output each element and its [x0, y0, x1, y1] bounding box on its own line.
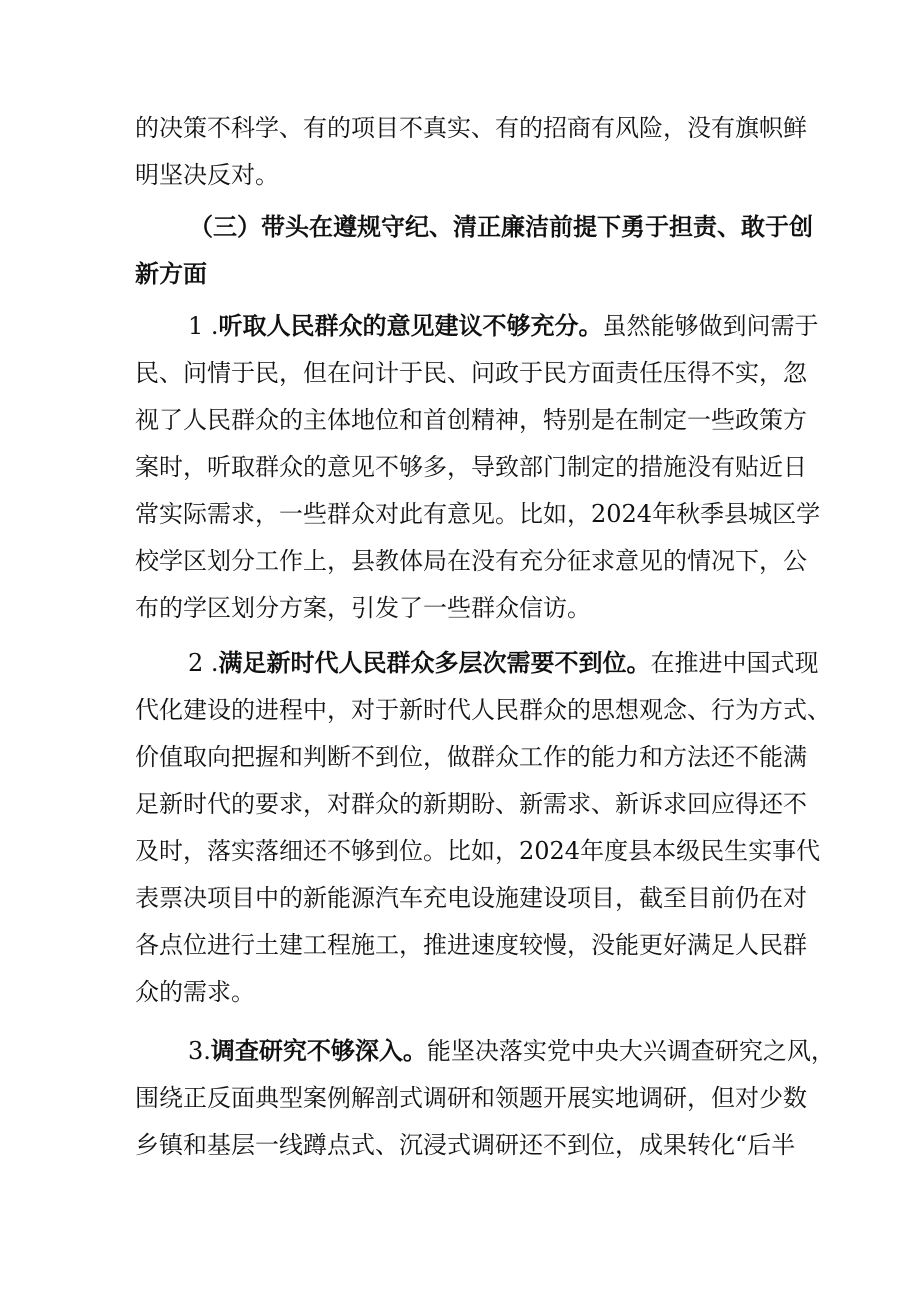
- item-number: 2 .: [188, 649, 219, 677]
- section-heading: （三）带头在遵规守纪、清正廉洁前提下勇于担责、敢于创: [189, 213, 813, 241]
- item-text: 在推进中国式现: [650, 649, 819, 677]
- item-title: 调查研究不够深入。: [210, 1037, 427, 1065]
- paragraph-line: 案时，听取群众的意见不够多，导致部门制定的措施没有贴近日: [135, 453, 807, 481]
- item-number: 1 .: [188, 312, 219, 340]
- paragraph-line: 围绕正反面典型案例解剖式调研和领题开展实地调研，但对少数: [135, 1084, 807, 1112]
- paragraph-line: 表票决项目中的新能源汽车充电设施建设项目，截至目前仍在对: [135, 884, 807, 912]
- paragraph-line: 及时，落实落细还不够到位。比如，2024年度县本级民生实事代: [135, 837, 821, 865]
- section-heading: 新方面: [135, 260, 207, 288]
- paragraph-line: 足新时代的要求，对群众的新期盼、新需求、新诉求回应得还不: [135, 790, 807, 818]
- paragraph-line: 民、问情于民，但在问计于民、问政于民方面责任压得不实，忽: [135, 359, 807, 387]
- item-number: 3.: [188, 1037, 211, 1065]
- paragraph-line: 常实际需求，一些群众对此有意见。比如，2024年秋季县城区学: [135, 500, 821, 528]
- item-first-line: [188, 651, 819, 675]
- paragraph-line: 校学区划分工作上，县教体局在没有充分征求意见的情况下，公: [135, 547, 807, 575]
- paragraph-line: 布的学区划分方案，引发了一些群众信访。: [135, 594, 591, 622]
- item-first-line: [188, 1039, 835, 1063]
- item-text: 能坚决落实党中央大兴调查研究之风，: [426, 1037, 835, 1065]
- paragraph-line: 代化建设的进程中，对于新时代人民群众的思想观念、行为方式、: [135, 696, 831, 724]
- item-text: 虽然能够做到问需于: [602, 312, 819, 340]
- paragraph-line: 乡镇和基层一线蹲点式、沉浸式调研还不到位，成果转化“后半: [135, 1131, 796, 1159]
- item-title: 满足新时代人民群众多层次需要不到位。: [218, 649, 651, 677]
- paragraph-line: 各点位进行土建工程施工，推进速度较慢，没能更好满足人民群: [135, 931, 807, 959]
- paragraph-line: 价值取向把握和判断不到位，做群众工作的能力和方法还不能满: [135, 743, 807, 771]
- paragraph-line: 视了人民群众的主体地位和首创精神，特别是在制定一些政策方: [135, 406, 807, 434]
- item-first-line: [188, 314, 819, 338]
- paragraph-line: 明坚决反对。: [135, 161, 279, 189]
- paragraph-line: 的决策不科学、有的项目不真实、有的招商有风险，没有旗帜鲜: [135, 114, 807, 142]
- item-title: 听取人民群众的意见建议不够充分。: [218, 312, 603, 340]
- paragraph-line: 众的需求。: [135, 978, 255, 1006]
